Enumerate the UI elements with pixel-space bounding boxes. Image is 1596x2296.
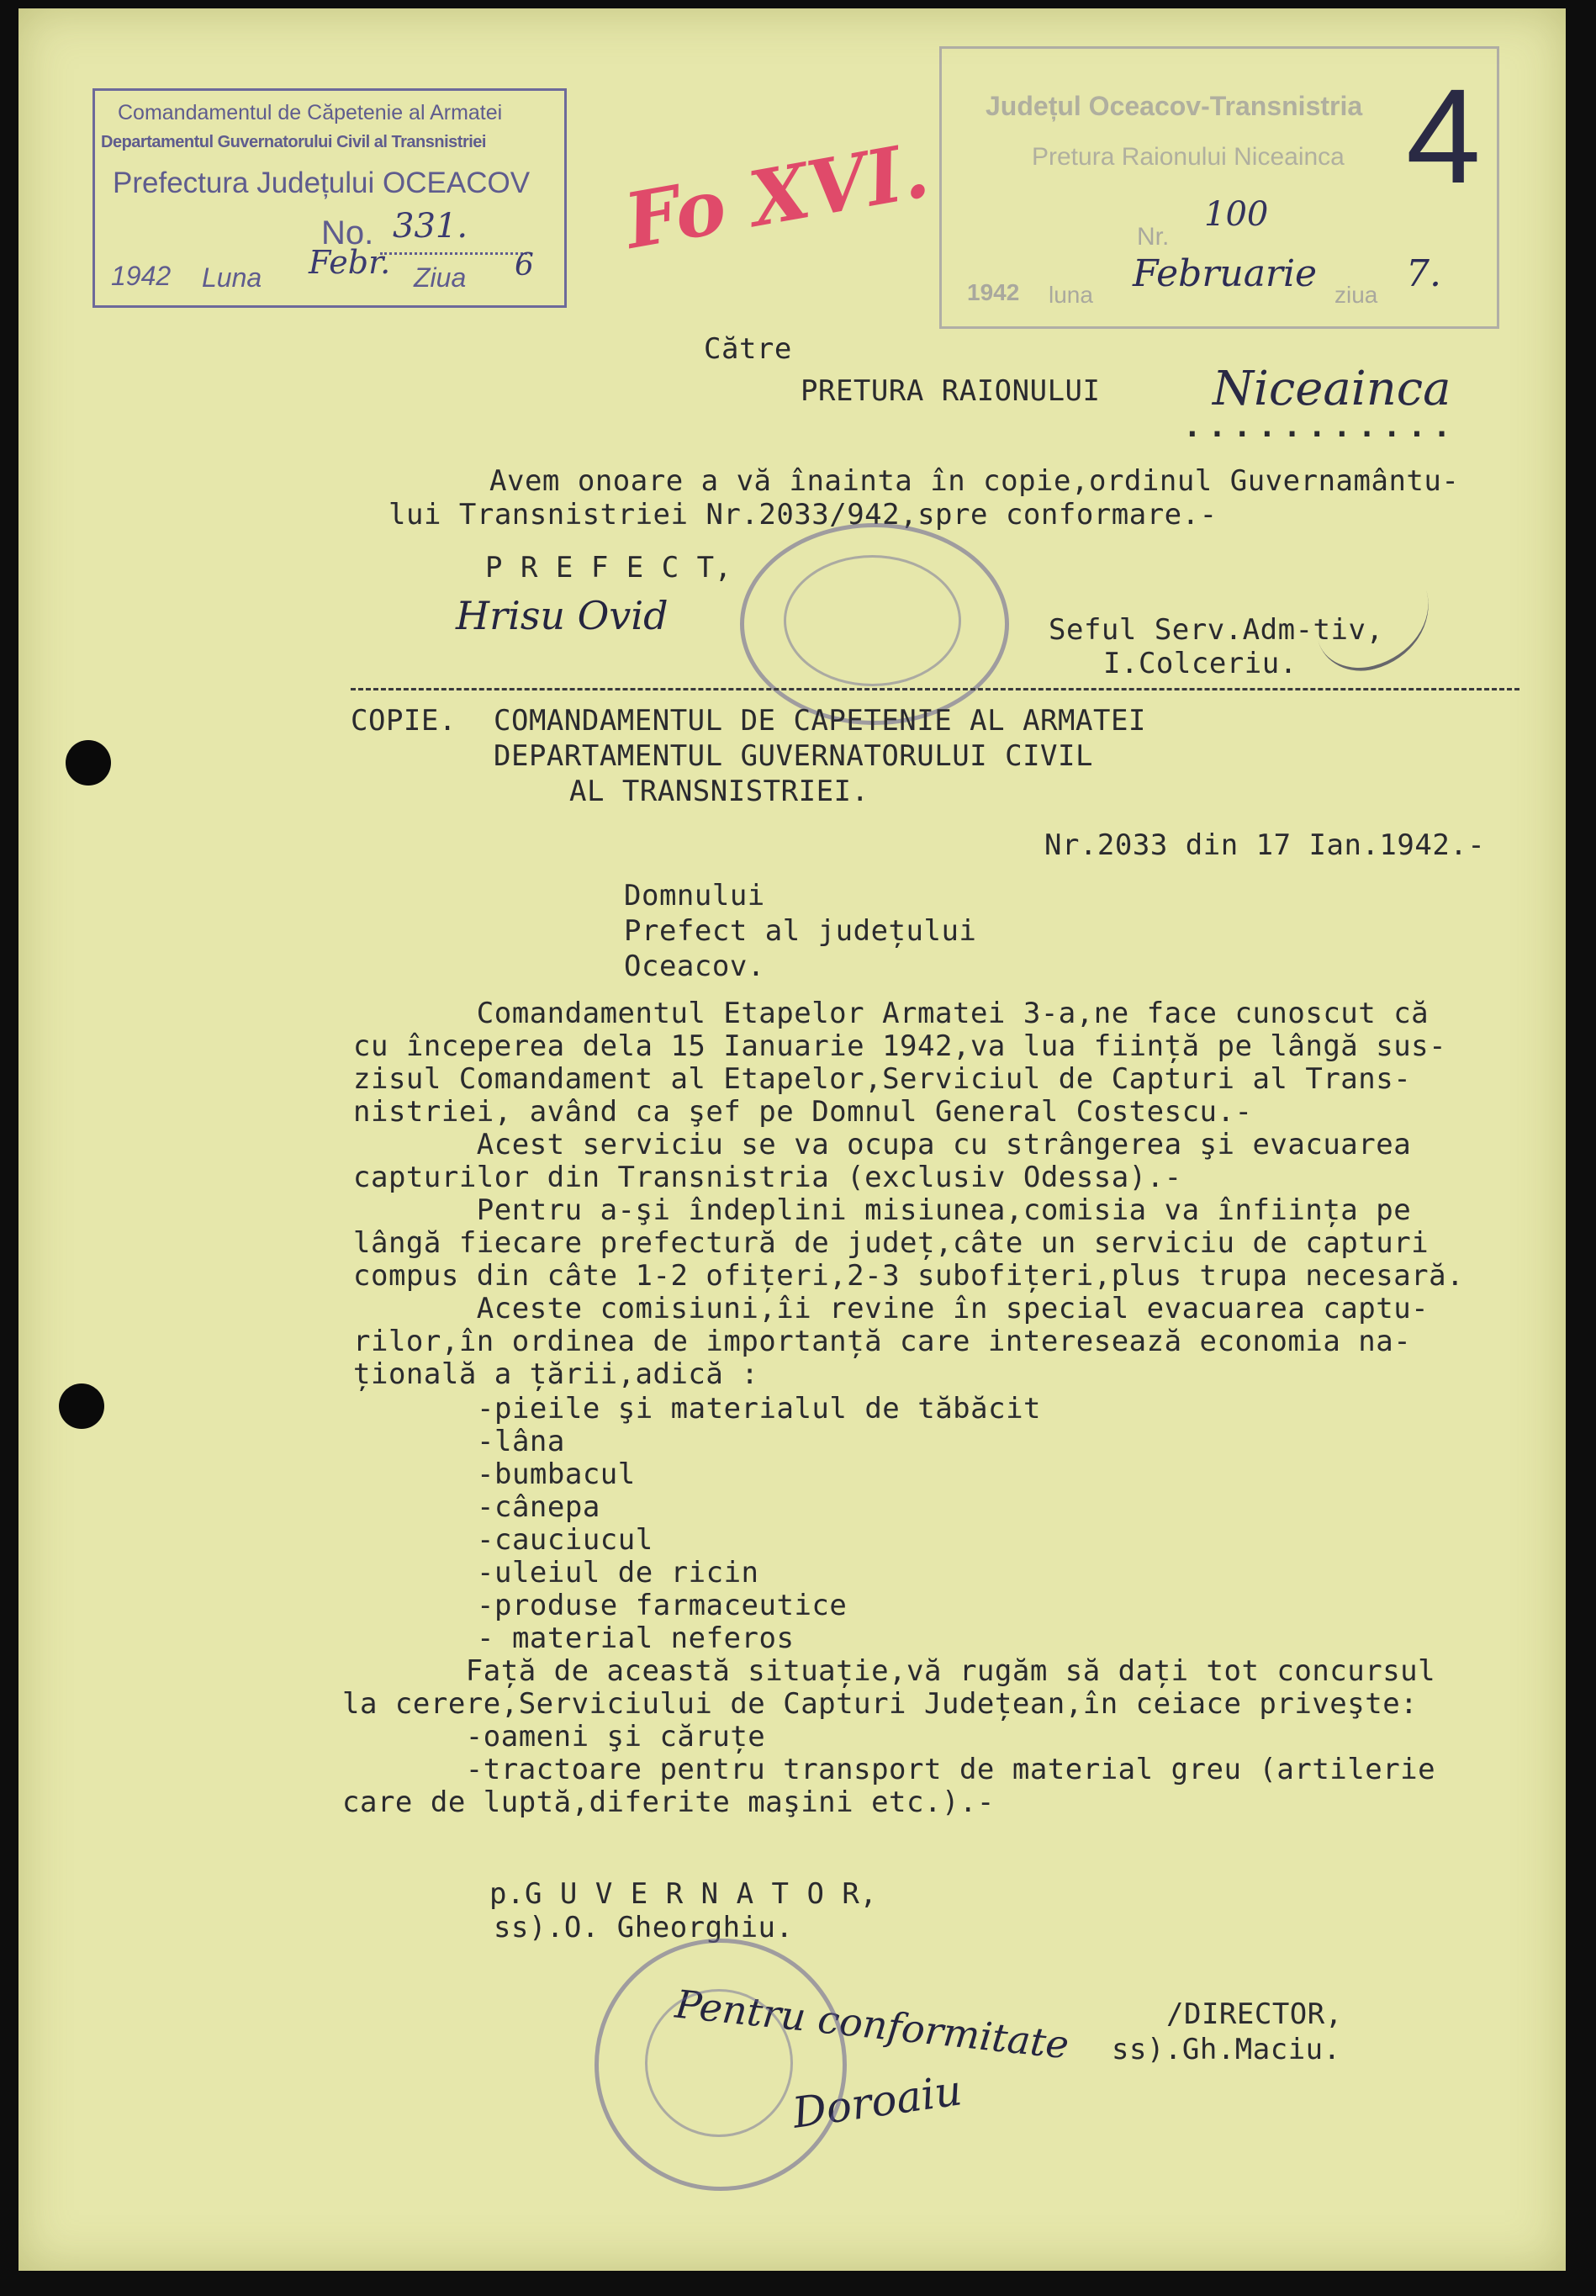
- document-page: [18, 8, 1566, 2271]
- stamp-right-no-label: Nr.: [1137, 223, 1170, 251]
- stamp-left-luna-value: Febr.: [309, 244, 391, 281]
- list-item: -bumbacul: [477, 1457, 636, 1491]
- copie-line1: COMANDAMENTUL DE CAPETENIE AL ARMATEI: [494, 704, 1146, 738]
- addressee-line1: Domnului: [624, 879, 765, 913]
- stamp-left-no-value: 331.: [393, 207, 468, 246]
- stamp-right-luna-value: Februarie: [1133, 252, 1318, 295]
- stamp-right-line1: Județul Oceacov-Transnistria: [986, 91, 1363, 121]
- list-item: -cânepa: [477, 1490, 600, 1524]
- guvernator-name: ss).O. Gheorghiu.: [494, 1911, 794, 1944]
- intro-line1: Avem onoare a vă înainta în copie,ordinul Guvernamântu-: [489, 464, 1460, 498]
- addressee-line2: Prefect al județului: [624, 914, 977, 948]
- items-list: [477, 1394, 1041, 1657]
- stamp-left-ziua-value: 6: [515, 248, 534, 283]
- copie-line2: DEPARTAMENTUL GUVERNATORULUI CIVIL: [494, 739, 1093, 773]
- stamp-left-ziua: Ziua: [414, 262, 467, 293]
- body-line: Pentru a-şi îndeplini misiunea,comisia va înființa pe: [353, 1193, 1412, 1227]
- stamp-left-line3: Prefectura Județului OCEACOV: [113, 167, 531, 199]
- stamp-left-year: 1942: [111, 261, 172, 291]
- red-handwritten-mark: Fo XVI.: [618, 125, 935, 267]
- body-line: rilor,în ordinea de importanță care interesează economia na-: [353, 1325, 1412, 1358]
- body-line: cu începerea dela 15 Ianuarie 1942,va lua ființă pe lângă sus-: [353, 1029, 1447, 1063]
- prefect-signature: Hrisu Ovid: [456, 593, 669, 638]
- closing-line: la cerere,Serviciului de Capturi Județean,în ceiace priveşte:: [342, 1687, 1419, 1721]
- list-item: -produse farmaceutice: [477, 1589, 848, 1622]
- director-name: ss).Gh.Maciu.: [1112, 2033, 1341, 2066]
- list-item: - material neferos: [477, 1621, 795, 1655]
- intro-line2: lui Transnistriei Nr.2033/942,spre conformare.-: [388, 498, 1218, 532]
- closing-line: Față de această situație,vă rugăm să dați tot concursul: [342, 1654, 1436, 1688]
- guvernator-title: p.G U V E R N A T O R,: [489, 1877, 878, 1911]
- list-item: -lâna: [477, 1425, 565, 1458]
- punch-hole-bottom: [59, 1383, 104, 1429]
- stamp-left-line1: Comandamentul de Căpetenie al Armatei: [118, 101, 503, 124]
- dashed-separator: [351, 688, 1519, 690]
- seful-name: I.Colceriu.: [1103, 647, 1297, 680]
- stamp-right-big-number: 4: [1406, 61, 1481, 211]
- body-line: Comandamentul Etapelor Armatei 3-a,ne face cunoscut că: [353, 997, 1430, 1030]
- body-line: capturilor din Transnistria (exclusiv Odessa).-: [353, 1161, 1182, 1194]
- round-seal-bottom-inner: [645, 1989, 793, 2137]
- body-line: compus din câte 1-2 ofițeri,2-3 subofițeri,plus trupa necesară.: [353, 1259, 1465, 1293]
- list-item: -pieile şi materialul de tăbăcit: [477, 1392, 1042, 1426]
- prefect-title: P R E F E C T,: [485, 551, 732, 585]
- list-item: -cauciucul: [477, 1523, 653, 1557]
- conformitate-signature: Doroaiu: [789, 2066, 965, 2138]
- addressee-line3: Oceacov.: [624, 950, 765, 983]
- copie-line3: AL TRANSNISTRIEI.: [569, 775, 869, 808]
- address-dots: ...........: [1183, 410, 1458, 444]
- body-line: zisul Comandament al Etapelor,Serviciul de Capturi al Trans-: [353, 1062, 1412, 1096]
- stamp-right-line2: Pretura Raionului Niceainca: [1032, 143, 1345, 171]
- address-pretura: PRETURA RAIONULUI: [801, 374, 1101, 408]
- stamp-right-ziua: ziua: [1334, 282, 1378, 308]
- director-title: /DIRECTOR,: [1166, 1997, 1343, 2031]
- stamp-left-no-underline: [380, 252, 527, 255]
- copie-label: COPIE.: [351, 704, 457, 738]
- body-line: lângă fiecare prefectură de județ,câte un serviciu de capturi: [353, 1226, 1430, 1260]
- list-item: -uleiul de ricin: [477, 1556, 759, 1590]
- address-catre: Către: [704, 332, 792, 366]
- closing-line: care de luptă,diferite maşini etc.).-: [342, 1785, 995, 1819]
- stamp-left-no-label: No.: [321, 214, 374, 251]
- copie-nr: Nr.2033 din 17 Ian.1942.-: [1044, 828, 1486, 862]
- address-raion-handwritten: Niceainca: [1213, 362, 1451, 416]
- stamp-right-ziua-value: 7.: [1406, 252, 1441, 295]
- punch-hole-top: [66, 740, 111, 786]
- seful-signature-scribble: [1302, 550, 1442, 681]
- stamp-left-line2: Departamentul Guvernatorului Civil al Transnistriei: [101, 133, 486, 151]
- body-line: nistriei, având ca şef pe Domnul General Costescu.-: [353, 1095, 1253, 1129]
- conformitate-handwritten: Pentru conformitate: [673, 1981, 1071, 2068]
- body-line: Acest serviciu se va ocupa cu strângerea şi evacuarea: [353, 1128, 1412, 1161]
- body-line: Aceste comisiuni,îi revine în special evacuarea captu-: [353, 1292, 1430, 1325]
- closing-line: -tractoare pentru transport de material greu (artilerie: [342, 1753, 1436, 1786]
- stamp-left-luna: Luna: [202, 262, 262, 293]
- stamp-right-luna: luna: [1049, 282, 1093, 308]
- round-seal-top-inner: [784, 555, 961, 686]
- seful-serv: Seful Serv.Adm-tiv,: [1049, 613, 1384, 647]
- body-line: țională a țării,adică :: [353, 1357, 759, 1391]
- closing-line: -oameni şi căruțe: [342, 1720, 766, 1754]
- stamp-right-no-value: 100: [1204, 195, 1269, 234]
- body-text: [353, 999, 1464, 1393]
- stamp-right-year: 1942: [967, 279, 1020, 305]
- closing-text: [342, 1654, 1436, 1821]
